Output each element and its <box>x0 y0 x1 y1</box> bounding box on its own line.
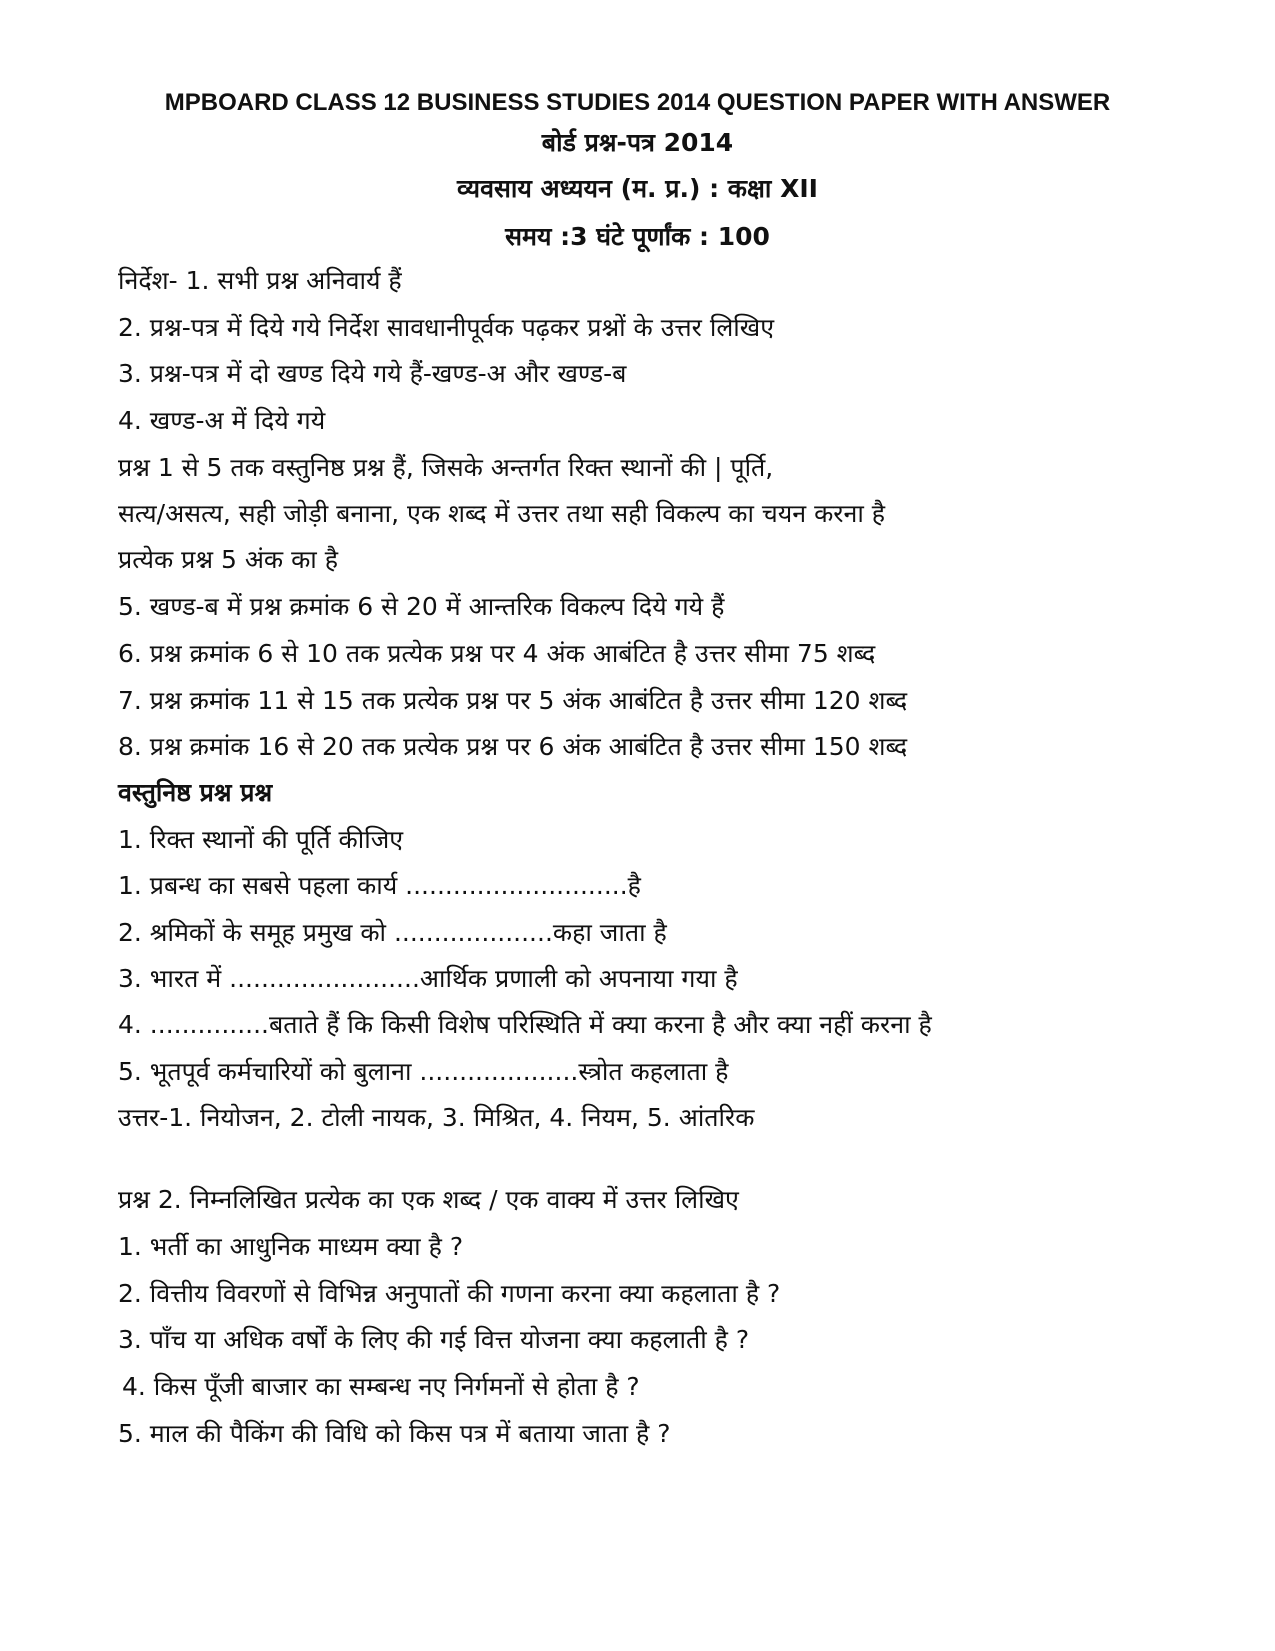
question1-item-5: 5. भूतपूर्व कर्मचारियों को बुलाना ....................स्त्रोत कहलाता है <box>118 1057 729 1086</box>
time-marks-line: समय :3 घंटे पूर्णांक : 100 <box>505 222 770 251</box>
instruction-line-6: सत्य/असत्य, सही जोड़ी बनाना, एक शब्द में उत्तर तथा सही विकल्प का चयन करना है <box>118 499 886 528</box>
subject-line: व्यवसाय अध्ययन (म. प्र.) : कक्षा XII <box>457 174 818 203</box>
question1-item-1: 1. प्रबन्ध का सबसे पहला कार्य ............................है <box>118 871 641 900</box>
instruction-line-8: 5. खण्ड-ब में प्रश्न क्रमांक 6 से 20 में आन्तरिक विकल्प दिये गये हैं <box>118 592 725 621</box>
question1-answer: उत्तर-1. नियोजन, 2. टोली नायक, 3. मिश्रित, 4. नियम, 5. आंतरिक <box>118 1103 755 1132</box>
instruction-line-1: निर्देश- 1. सभी प्रश्न अनिवार्य हैं <box>118 266 402 295</box>
question2-item-5: 5. माल की पैकिंग की विधि को किस पत्र में बताया जाता है ? <box>118 1419 671 1448</box>
question2-item-4: 4. किस पूँजी बाजार का सम्बन्ध नए निर्गमनों से होता है ? <box>122 1372 640 1401</box>
question1-item-4: 4. ...............बताते हैं कि किसी विशेष परिस्थिति में क्या करना है और क्या नहीं करना है <box>118 1010 932 1039</box>
question1-title: 1. रिक्त स्थानों की पूर्ति कीजिए <box>118 825 404 854</box>
question1-item-3: 3. भारत में ........................आर्थिक प्रणाली को अपनाया गया है <box>118 964 738 993</box>
question2-item-3: 3. पाँच या अधिक वर्षों के लिए की गई वित्त योजना क्या कहलाती है ? <box>118 1325 750 1354</box>
instruction-line-10: 7. प्रश्न क्रमांक 11 से 15 तक प्रत्येक प्रश्न पर 5 अंक आबंटित है उत्तर सीमा 120 शब्द <box>118 686 908 715</box>
english-title: MPBOARD CLASS 12 BUSINESS STUDIES 2014 QUESTION PAPER WITH ANSWER <box>164 89 1111 116</box>
question2-title: प्रश्न 2. निम्नलिखित प्रत्येक का एक शब्द / एक वाक्य में उत्तर लिखिए <box>118 1185 739 1214</box>
instruction-line-11: 8. प्रश्न क्रमांक 16 से 20 तक प्रत्येक प्रश्न पर 6 अंक आबंटित है उत्तर सीमा 150 शब्द <box>118 732 908 761</box>
instruction-line-4: 4. खण्ड-अ में दिये गये <box>118 406 326 435</box>
question2-item-1: 1. भर्ती का आधुनिक माध्यम क्या है ? <box>118 1232 464 1261</box>
instruction-line-5: प्रश्न 1 से 5 तक वस्तुनिष्ठ प्रश्न हैं, जिसके अन्तर्गत रिक्त स्थानों की | पूर्ति, <box>118 453 774 482</box>
objective-heading: वस्तुनिष्ठ प्रश्न प्रश्न <box>118 778 273 807</box>
instruction-line-3: 3. प्रश्न-पत्र में दो खण्ड दिये गये हैं-खण्ड-अ और खण्ड-ब <box>118 359 627 388</box>
question2-item-2: 2. वित्तीय विवरणों से विभिन्न अनुपातों की गणना करना क्या कहलाता है ? <box>118 1279 781 1308</box>
instruction-line-7: प्रत्येक प्रश्न 5 अंक का है <box>118 545 338 574</box>
board-title: बोर्ड प्रश्न-पत्र 2014 <box>541 128 734 157</box>
instruction-line-2: 2. प्रश्न-पत्र में दिये गये निर्देश सावधानीपूर्वक पढ़कर प्रश्नों के उत्तर लिखिए <box>118 313 775 342</box>
instruction-line-9: 6. प्रश्न क्रमांक 6 से 10 तक प्रत्येक प्रश्न पर 4 अंक आबंटित है उत्तर सीमा 75 शब्द <box>118 639 876 668</box>
question1-item-2: 2. श्रमिकों के समूह प्रमुख को ....................कहा जाता है <box>118 918 667 947</box>
